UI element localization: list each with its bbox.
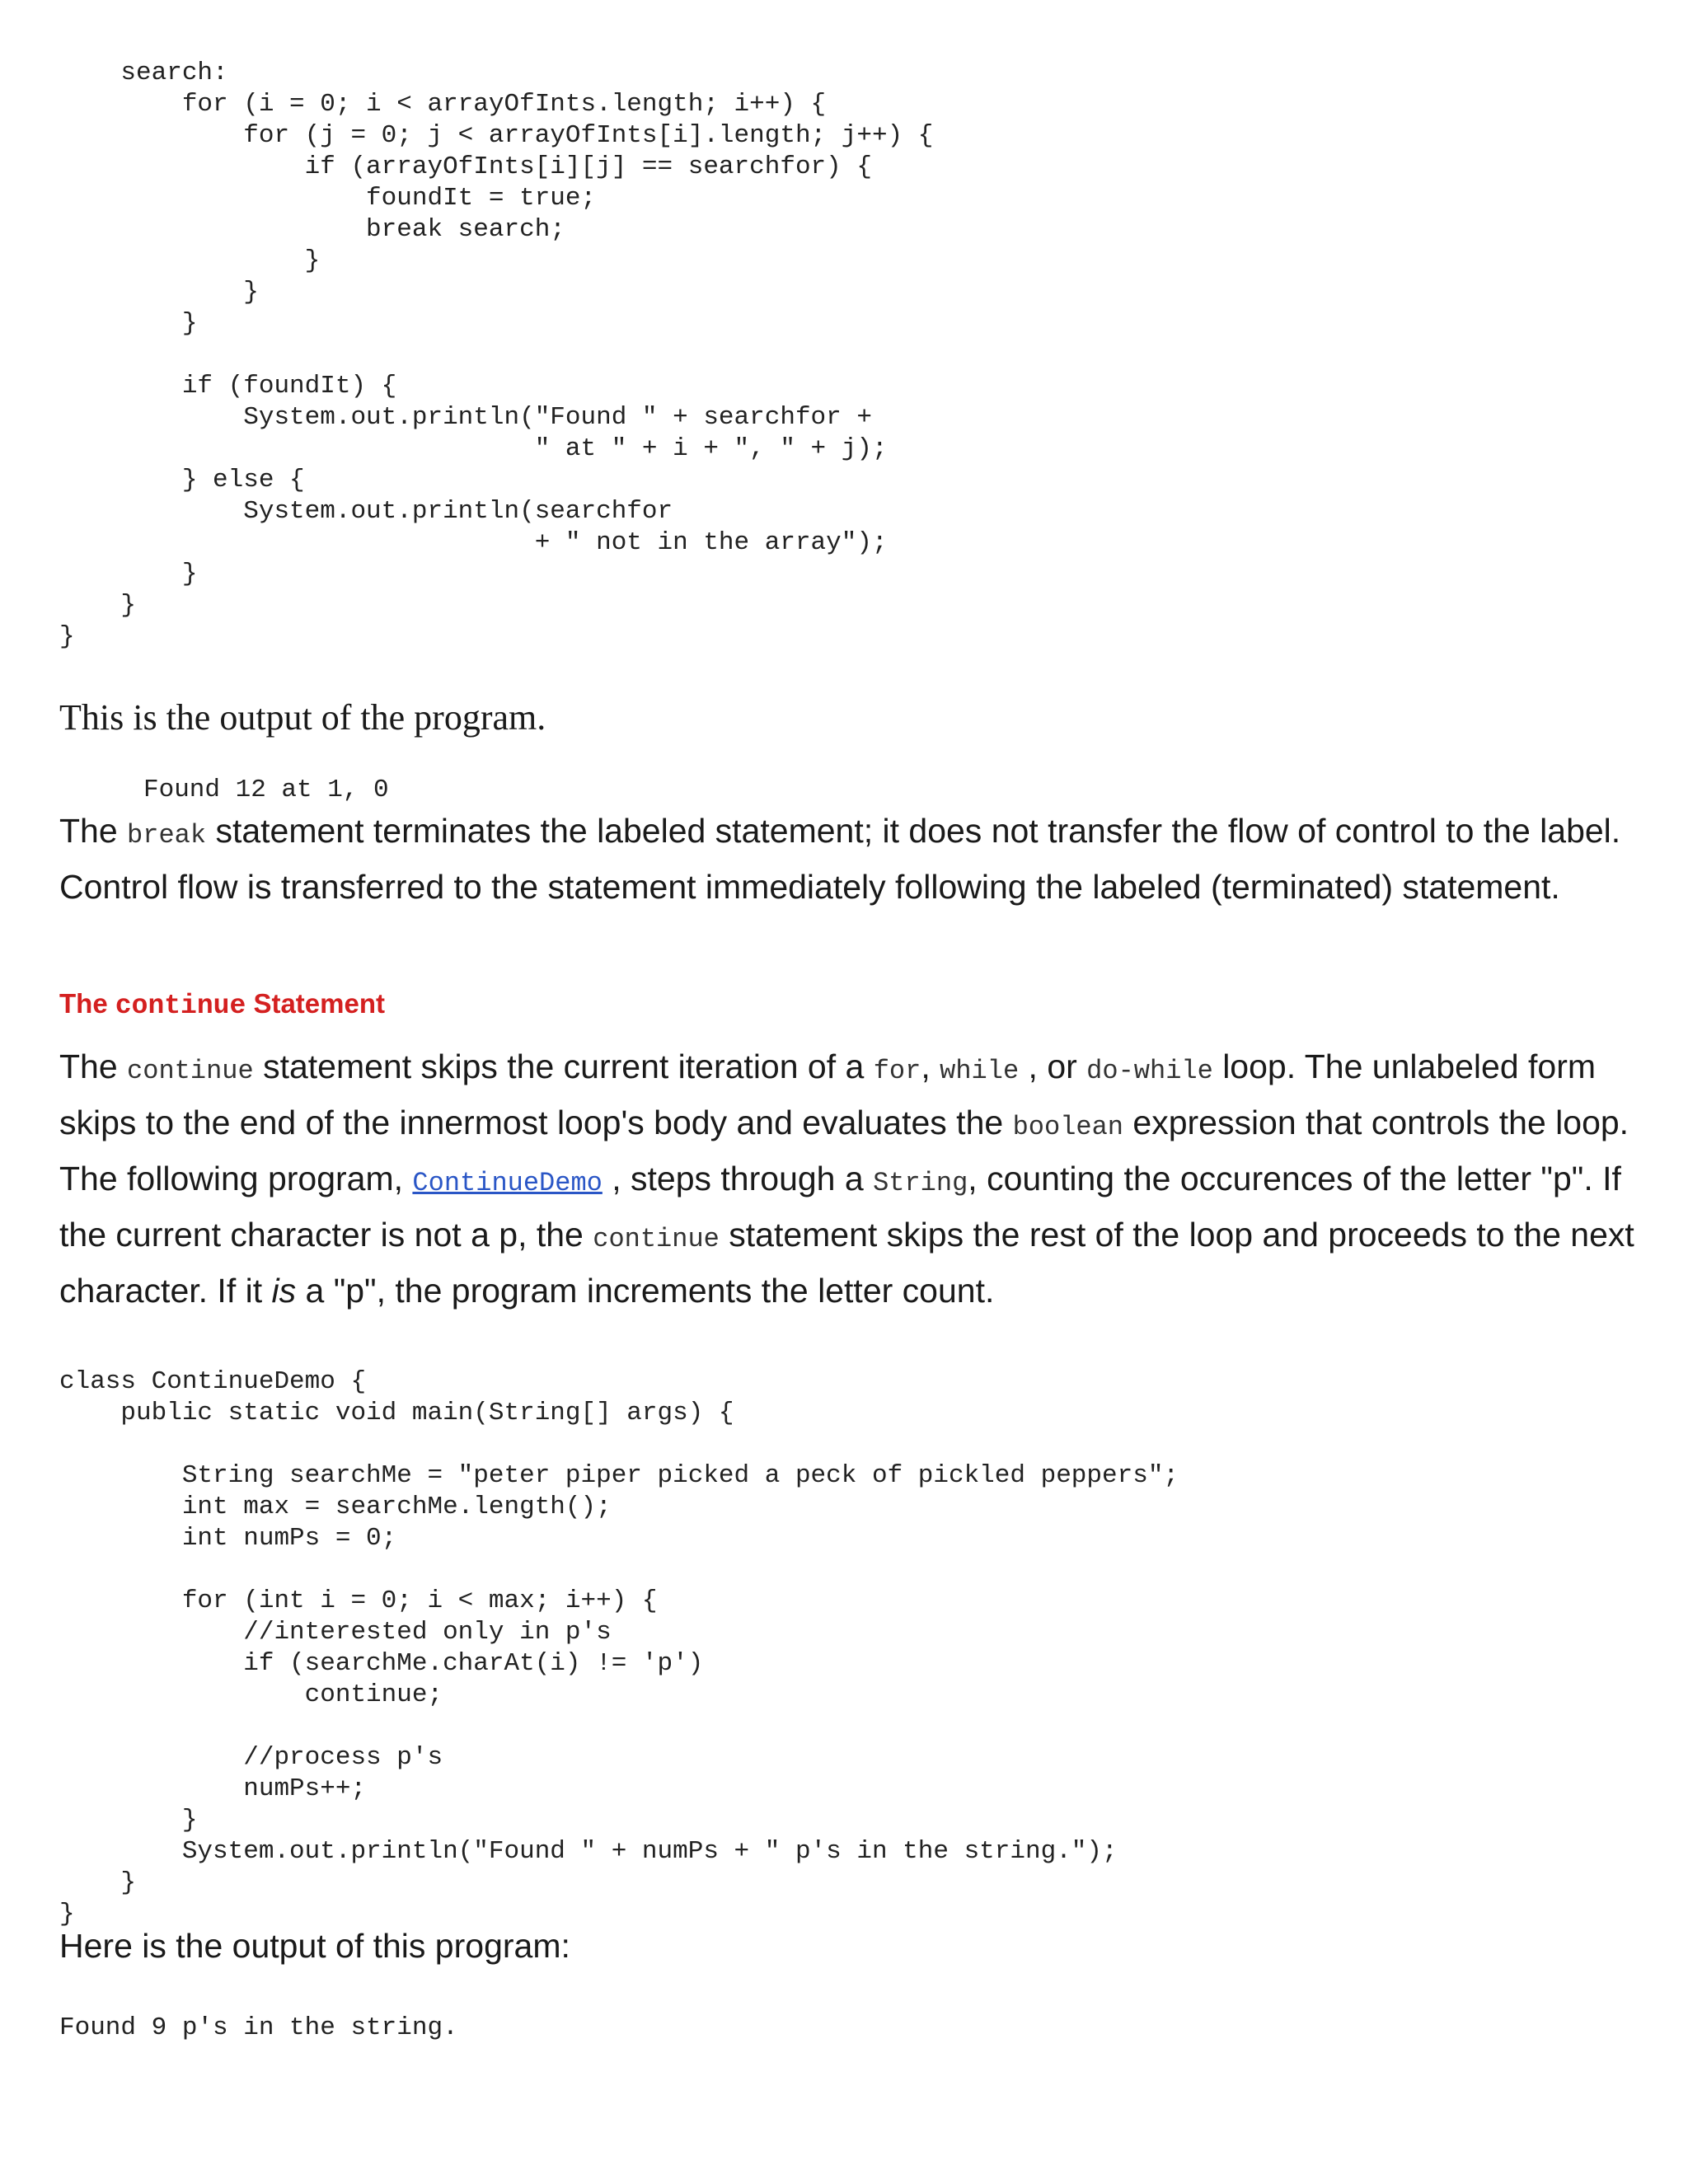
code-line bbox=[59, 1711, 1179, 1742]
output-intro-text-2: Here is the output of this program: bbox=[59, 1927, 570, 1965]
code-line: foundIt = true; bbox=[59, 184, 597, 213]
text-run: The bbox=[59, 812, 128, 850]
code-line: int max = searchMe.length(); bbox=[59, 1493, 612, 1521]
inline-code-do-while: do-while bbox=[1086, 1056, 1213, 1086]
code-line: System.out.println("Found " + searchfor + bbox=[59, 403, 872, 432]
code-line: } bbox=[59, 1806, 198, 1835]
code-line: numPs++; bbox=[59, 1774, 367, 1803]
output-intro-text: This is the output of the program. bbox=[59, 697, 546, 738]
heading-code: continue bbox=[115, 991, 246, 1021]
text-run: , steps through a bbox=[602, 1160, 874, 1197]
inline-code-continue: continue bbox=[593, 1224, 720, 1254]
continue-demo-link[interactable]: ContinueDemo bbox=[412, 1168, 603, 1198]
heading-text: Statement bbox=[246, 988, 385, 1019]
code-line: if (arrayOfInts[i][j] == searchfor) { bbox=[59, 152, 872, 181]
text-run: a "p", the program increments the letter count. bbox=[296, 1272, 995, 1310]
text-run: statement skips the current iteration of a bbox=[253, 1047, 874, 1085]
code-block-search-loop bbox=[59, 58, 933, 653]
code-line: public static void main(String[] args) { bbox=[59, 1399, 734, 1427]
code-line: } bbox=[59, 1900, 75, 1929]
inline-code-boolean: boolean bbox=[1012, 1112, 1123, 1142]
code-line bbox=[59, 1554, 1179, 1586]
text-run: , bbox=[921, 1047, 940, 1085]
code-line: } else { bbox=[59, 466, 305, 494]
code-line: + " not in the array"); bbox=[59, 528, 888, 557]
code-line: " at " + i + ", " + j); bbox=[59, 434, 888, 463]
text-run: The bbox=[59, 1047, 128, 1085]
program-output-2: Found 9 p's in the string. bbox=[59, 2013, 458, 2042]
text-run: expression that controls the loop. The following program, bbox=[59, 1104, 1629, 1197]
code-line: } bbox=[59, 309, 198, 338]
code-line: if (foundIt) { bbox=[59, 372, 397, 401]
code-block-continue-demo bbox=[59, 1366, 1179, 1930]
inline-code-for: for bbox=[873, 1056, 921, 1086]
text-run: statement skips the rest of the loop and proceeds to the next character. If it bbox=[59, 1216, 1634, 1310]
inline-code-while: while bbox=[940, 1056, 1020, 1086]
text-run: loop. The unlabeled form skips to the end of the innermost loop's body and evaluates the bbox=[59, 1047, 1597, 1141]
code-line: String searchMe = "peter piper picked a peck of pickled peppers"; bbox=[59, 1461, 1179, 1490]
code-line: } bbox=[59, 246, 321, 275]
code-line: } bbox=[59, 278, 259, 307]
code-line: //process p's bbox=[59, 1743, 443, 1772]
code-line: for (j = 0; j < arrayOfInts[i].length; j++) { bbox=[59, 121, 934, 150]
code-line: System.out.println("Found " + numPs + " p's in the string."); bbox=[59, 1837, 1118, 1866]
code-line: class ContinueDemo { bbox=[59, 1367, 367, 1396]
code-line: for (int i = 0; i < max; i++) { bbox=[59, 1586, 658, 1615]
code-line: } bbox=[59, 560, 198, 588]
emphasis-is: is bbox=[271, 1272, 297, 1310]
code-line: break search; bbox=[59, 215, 565, 244]
code-line: //interested only in p's bbox=[59, 1618, 612, 1647]
section-heading-continue-statement bbox=[59, 986, 385, 1024]
code-line: } bbox=[59, 622, 75, 651]
program-output-1: Found 12 at 1, 0 bbox=[143, 776, 389, 804]
break-explanation-paragraph bbox=[59, 805, 1642, 913]
continue-explanation-paragraph bbox=[59, 1041, 1642, 1317]
inline-code-string: String bbox=[873, 1168, 968, 1198]
inline-code-break: break bbox=[127, 820, 207, 851]
code-line: System.out.println(searchfor bbox=[59, 497, 673, 526]
inline-code-continue: continue bbox=[127, 1056, 254, 1086]
code-line: } bbox=[59, 591, 137, 620]
code-line: continue; bbox=[59, 1680, 443, 1709]
code-line: for (i = 0; i < arrayOfInts.length; i++) { bbox=[59, 90, 827, 119]
text-run: , counting the occurences of the letter "p". If the current character is not a p, the bbox=[59, 1160, 1621, 1254]
heading-text: The bbox=[59, 988, 115, 1019]
text-run: , or bbox=[1019, 1047, 1087, 1085]
code-line: int numPs = 0; bbox=[59, 1524, 397, 1553]
text-run: statement terminates the labeled statement; it does not transfer the flow of control to the label. Control flow is transferred to the statement immediately following the labeled (terminated) statement. bbox=[59, 812, 1621, 906]
code-line bbox=[59, 1429, 1179, 1460]
code-line: search: bbox=[59, 59, 228, 87]
code-line: } bbox=[59, 1868, 137, 1897]
code-line: if (searchMe.charAt(i) != 'p') bbox=[59, 1649, 704, 1678]
